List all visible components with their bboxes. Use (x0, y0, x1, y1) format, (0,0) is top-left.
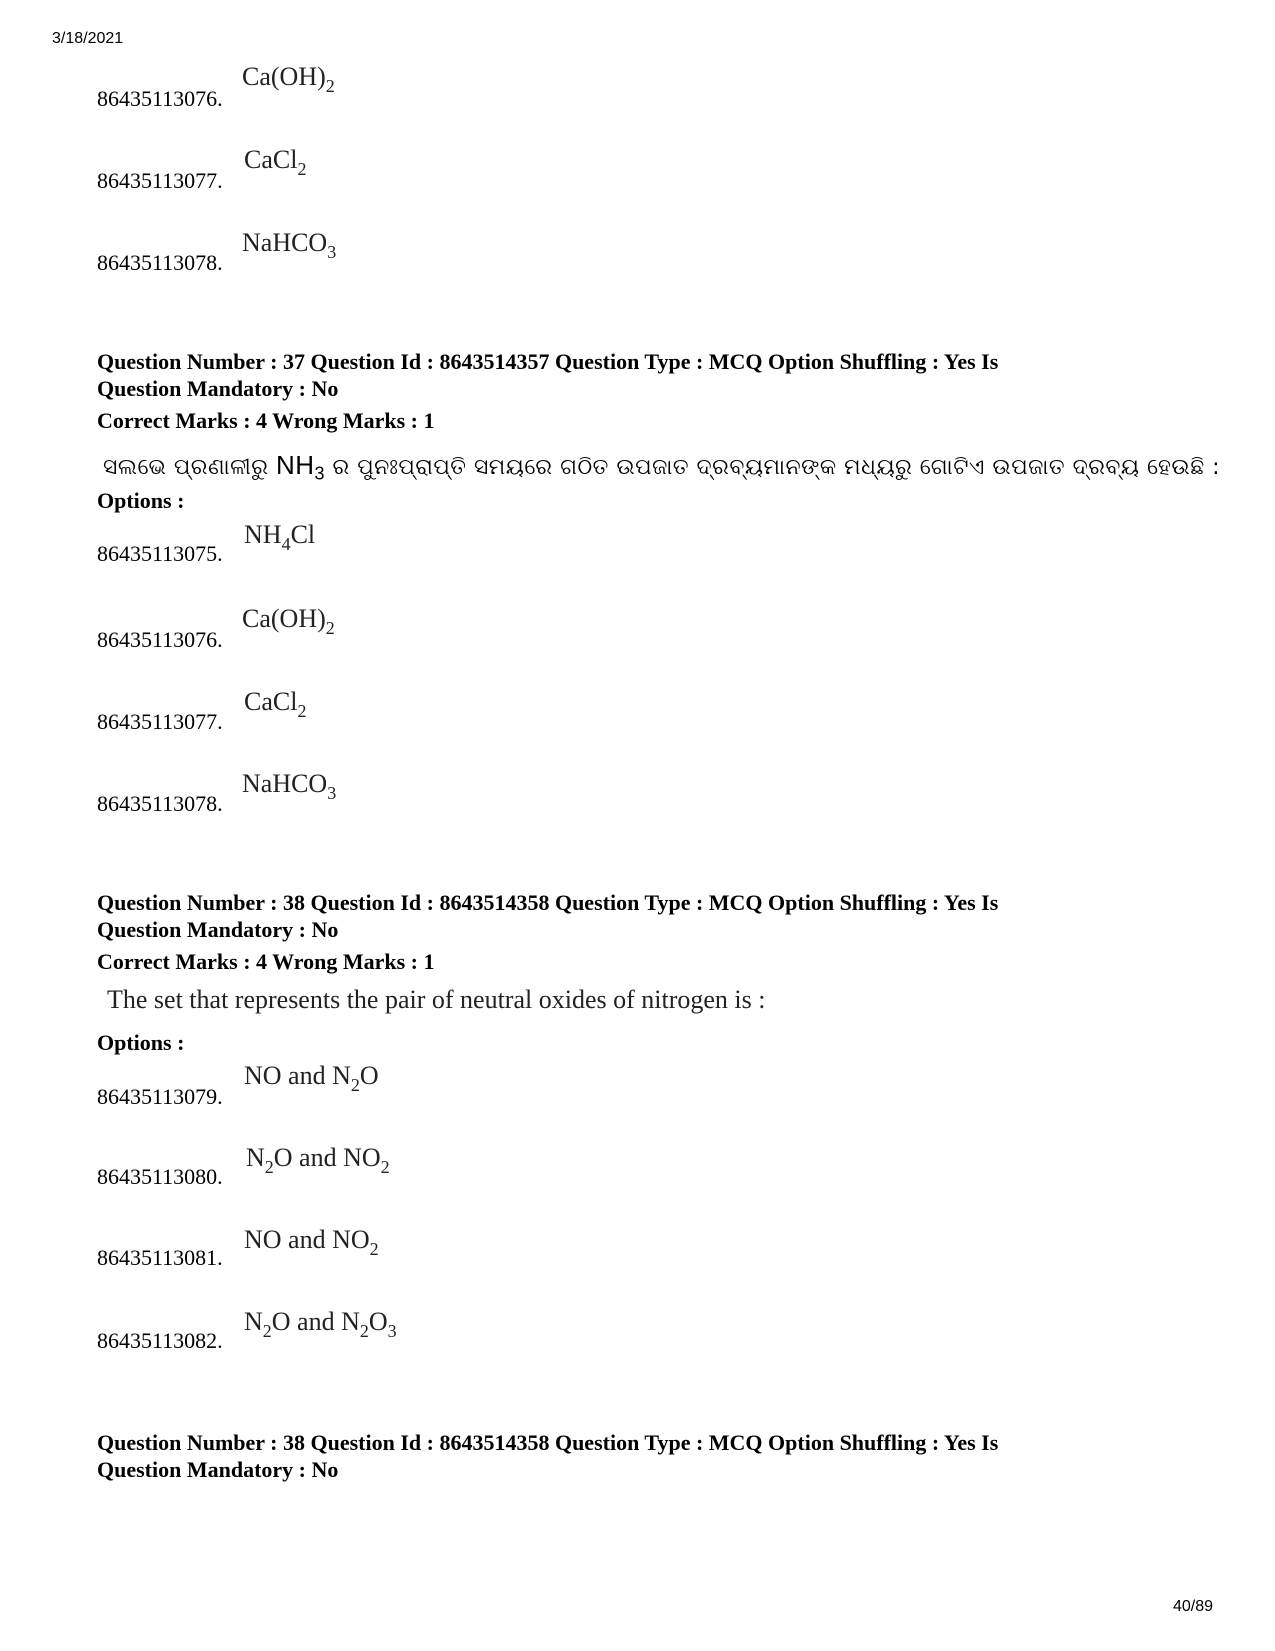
print-date: 3/18/2021 (52, 30, 124, 47)
question-marks: Correct Marks : 4 Wrong Marks : 1 (97, 949, 435, 974)
options-label: Options : (97, 488, 185, 513)
option-formula: $NH_4Cl$ (244, 520, 316, 554)
option-id: 86435113077. (97, 168, 223, 193)
option-id: 86435113080. (97, 1164, 223, 1189)
option-formula: $Ca(OH)_2$ (242, 604, 335, 638)
option-formula: NO and $N_2O$ (244, 1061, 379, 1095)
question-mandatory: Question Mandatory : No (97, 917, 339, 942)
option-formula: $N_2O$ and $N_2O_3$ (244, 1307, 397, 1341)
question-header: Question Number : 37 Question Id : 8643514357 Question Type : MCQ Option Shuffling : Yes Is (97, 349, 999, 374)
question-text: ସଲଭେ ପ୍ରଣାଳୀରୁ $NH_3$ ର ପୁନଃପ୍ରାପ୍ତି ସମୟରେ ଗଠିତ ଉପଜାତ ଦ୍ରବ୍ୟମାନଙ୍କ ମଧ୍ୟରୁ ଗୋଟିଏ ଉପଜାତ ଦ୍ରବ୍ୟ ହେଉଛି : (103, 450, 1221, 484)
option-id: 86435113076. (97, 627, 223, 652)
option-formula: NaHCO$_3$ (242, 228, 337, 262)
option-id: 86435113076. (97, 86, 223, 111)
option-id: 86435113077. (97, 709, 223, 734)
question-header: Question Number : 38 Question Id : 8643514358 Question Type : MCQ Option Shuffling : Yes Is (97, 1430, 999, 1455)
option-id: 86435113078. (97, 250, 223, 275)
question-marks: Correct Marks : 4 Wrong Marks : 1 (97, 408, 435, 433)
option-formula: CaCl$_2$ (244, 145, 307, 179)
option-id: 86435113078. (97, 791, 223, 816)
option-formula: $Ca(OH)_2$ (242, 62, 335, 96)
option-formula: NO and $NO_2$ (244, 1225, 379, 1259)
question-mandatory: Question Mandatory : No (97, 376, 339, 401)
option-id: 86435113079. (97, 1084, 223, 1109)
option-formula: CaCl$_2$ (244, 687, 307, 721)
question-text: The set that represents the pair of neutral oxides of nitrogen is : (107, 985, 766, 1014)
option-id: 86435113082. (97, 1328, 223, 1353)
option-formula: $N_2O$ and $NO_2$ (246, 1143, 390, 1177)
options-label: Options : (97, 1030, 185, 1055)
question-header: Question Number : 38 Question Id : 8643514358 Question Type : MCQ Option Shuffling : Yes Is (97, 890, 999, 915)
question-mandatory: Question Mandatory : No (97, 1457, 339, 1482)
option-formula: NaHCO$_3$ (242, 769, 337, 803)
page-number: 40/89 (1173, 1598, 1214, 1615)
option-id: 86435113075. (97, 541, 223, 566)
option-id: 86435113081. (97, 1245, 223, 1270)
